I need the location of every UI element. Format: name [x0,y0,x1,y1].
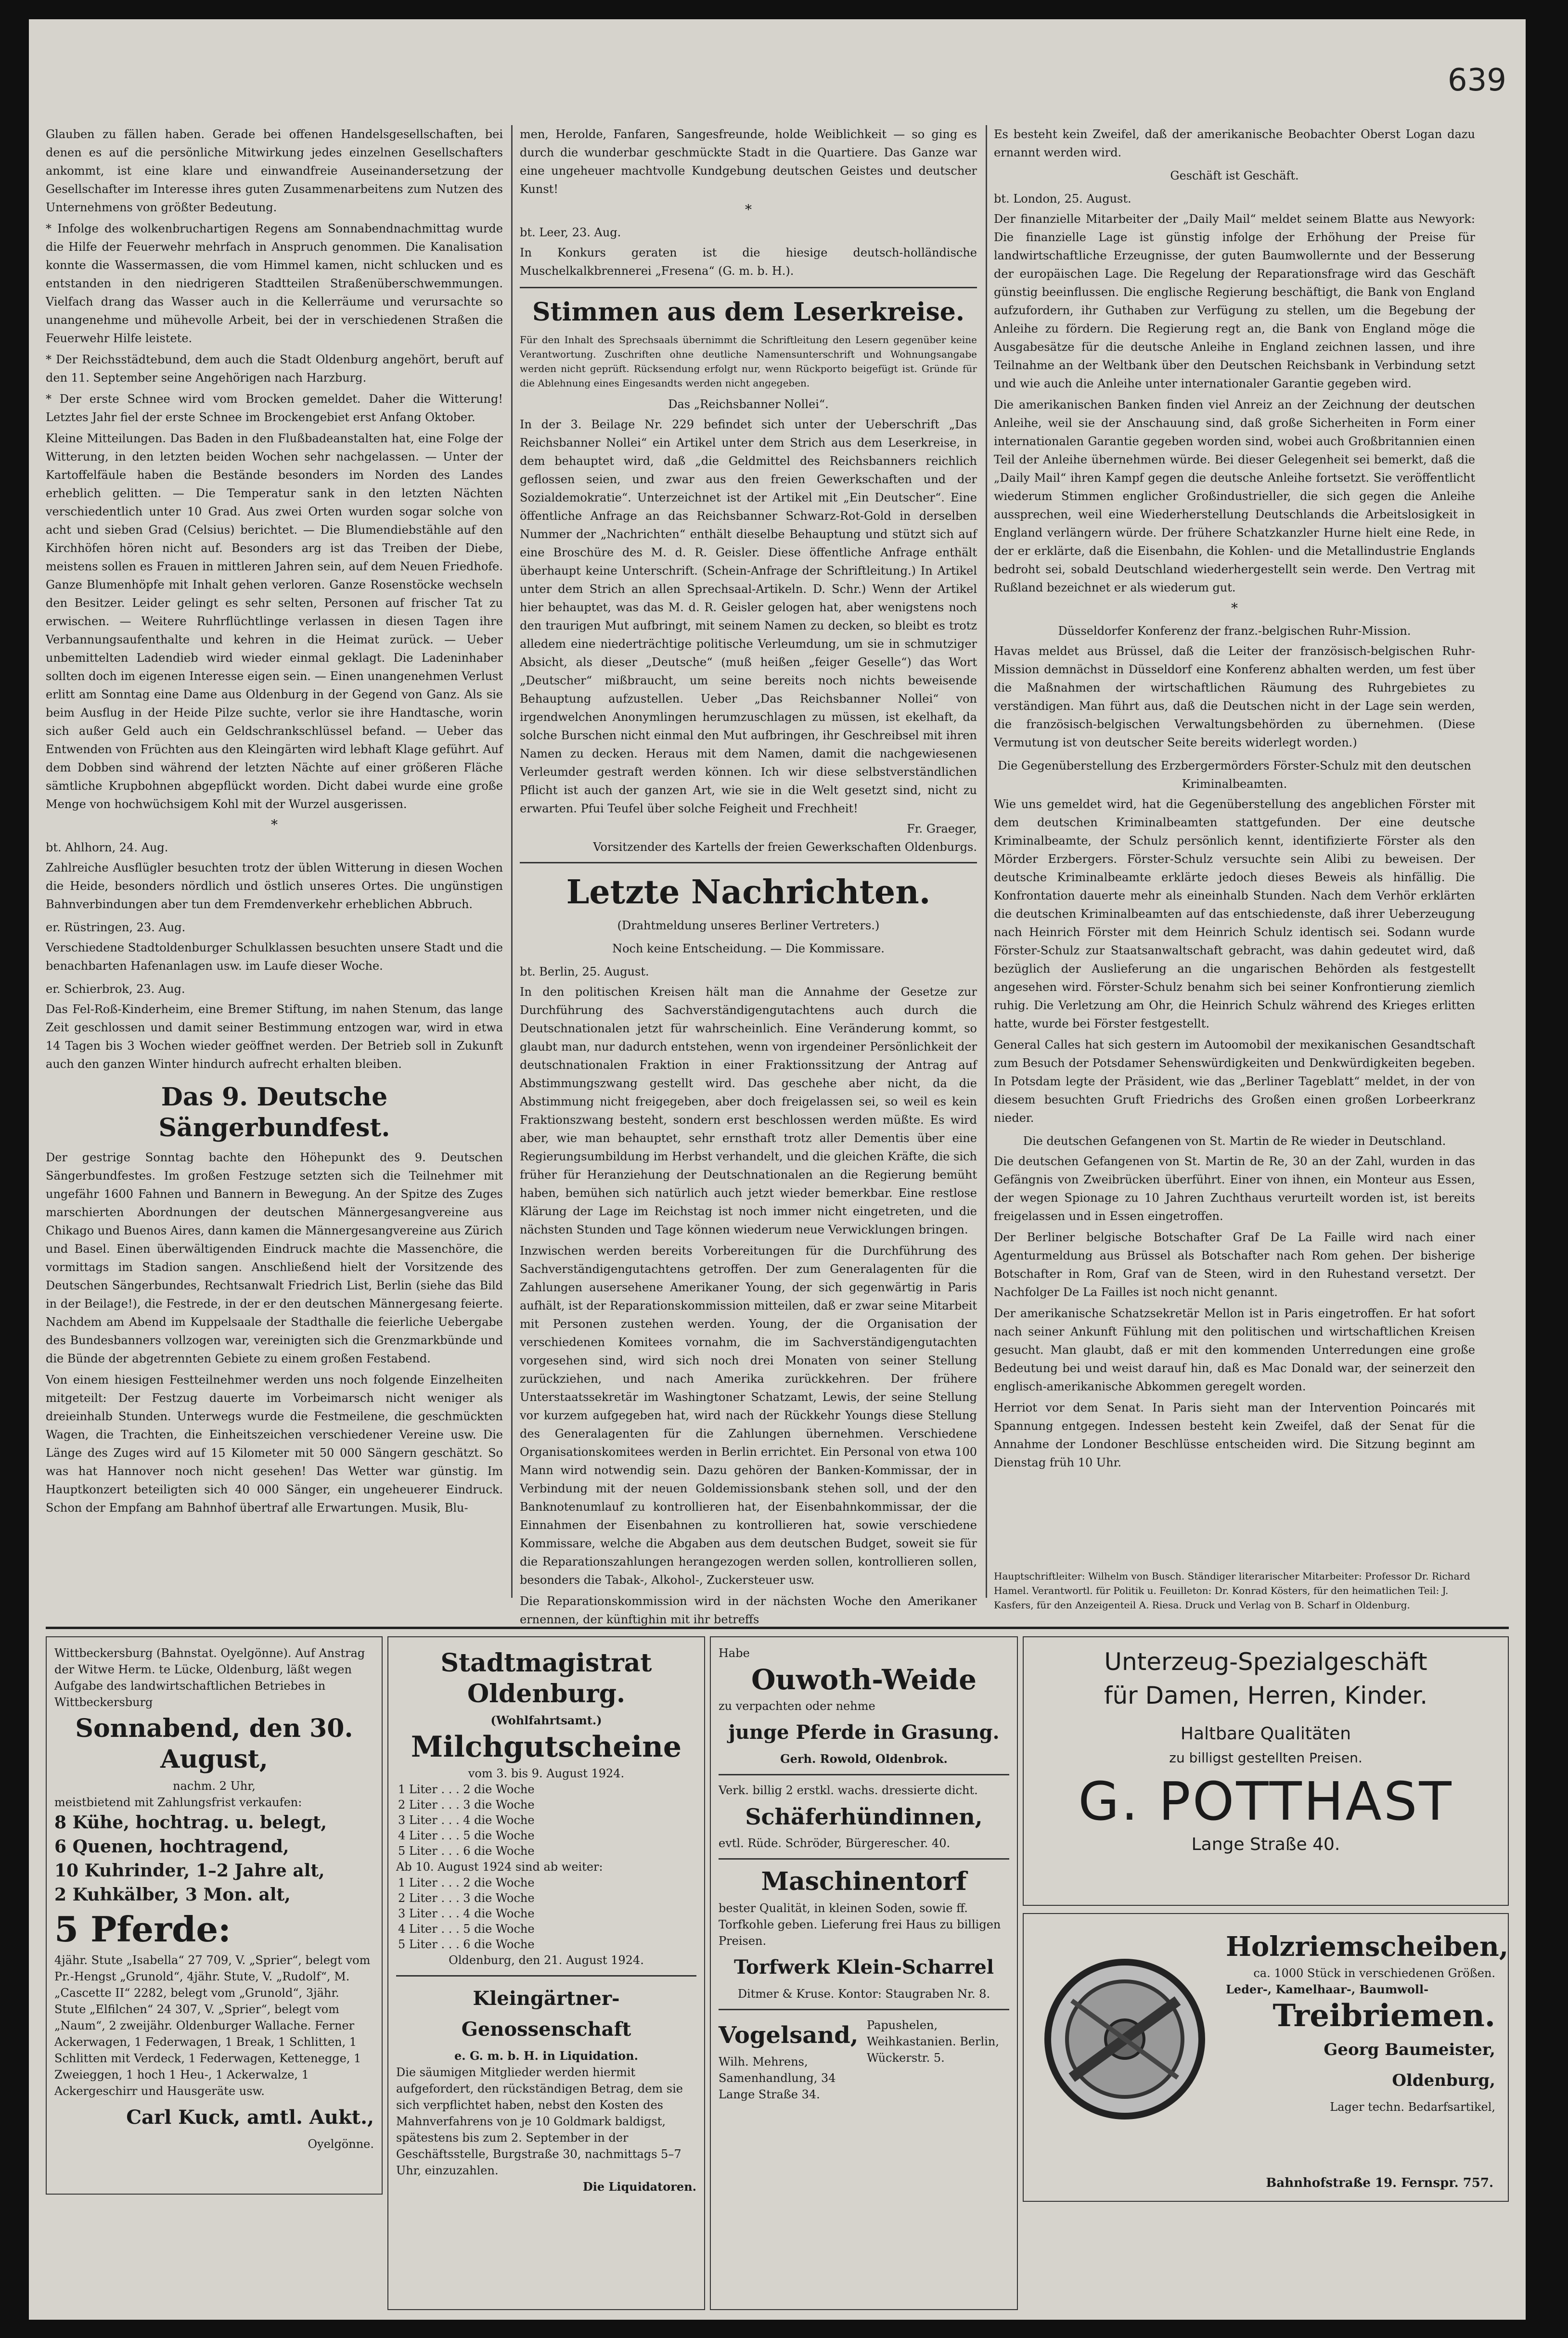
list-item: 10 Kuhrinder, 1–2 Jahre alt, [54,1861,325,1881]
article-paragraph: Havas meldet aus Brüssel, daß die Leiter der französisch-belgischen Ruhr-Mission demnächst in Düsseldorf eine Konferenz abhalten werden, um fest über die Maßnahmen der wirtschaftlichen Räumung des Ruhrgebietes zu verständigen. Man führt aus, daß die Deutschen nicht in der Lage sein werden, die französisch-belgischen Verwaltungsbehörden zu übernehmen. (Diese Vermutung ist von deutscher Seite bereits widerlegt worden.) [994,644,1475,749]
subheadline: Die deutschen Gefangenen von St. Martin de Re wieder in Deutschland. [1023,1134,1446,1148]
divider [719,1774,1009,1775]
ad-title: Ouwoth-Weide [751,1663,977,1696]
ad-title: Schäferhündinnen, [745,1804,983,1830]
ad-potthast [1023,1636,1509,1906]
article-paragraph: Der gestrige Sonntag bachte den Höhepunkt des 9. Deutschen Sängerbundfestes. Im großen Festzuge setzten sich die Teilnehmer mit ungefähr 1600 Fahnen und Bannern in Bewegung. An der Spitze des Zuges marschierten Abordnungen der deutschen Männergesangvereine aus Chikago und Buenos Aires, dann kamen die Männergesangvereine aus Zürich und Basel. Einen überwältigenden Eindruck machte die Massenchöre, die vormittags im Stadion sangen. Anschließend hielt der Vorsitzende des Deutschen Sängerbundes, Rechtsanwalt Friedrich List, Berlin (siehe das Bild in der Beilage!), die Festrede, in der er den deutschen Männergesang feierte. Nachdem am Abend im Kuppelsaale der Stadthalle die feierliche Uebergabe des Bundesbanners vollzogen war, vereinigten sich die Grenzmarkbünde und die Bünde der abgetrennten Gebiete zu einem großen Festabend. [46,1151,503,1365]
ad-text: Wilh. Mehrens, Samenhandlung, 34 Lange Straße 34. [719,2055,836,2101]
table-row: 1 Liter . . . 2 die Woche [398,1876,535,1889]
ad-title: Maschinentorf [761,1867,967,1896]
ad-address: Lange Straße 40. [1191,1835,1340,1854]
divider [520,287,977,288]
ad-text: zu billigst gestellten Preisen. [1169,1750,1362,1766]
article-paragraph: In den politischen Kreisen hält man die Annahme der Gesetze zur Durchführung des Sachverständigengutachtens auch durch die Deutschnationalen jetzt für wahrscheinlich. Eine Veränderung kommt, so glaubt man, nur dadurch entstehen, wenn von irgendeiner Persönlichkeit der deutschnationalen Fraktion in einer Fraktionssitzung der Antrag auf Abstimmungszwang gestellt wird. Das geschehe aber nicht, da die Abstimmung nicht freigegeben, aber doch freigelassen sei, so weil es kein Fraktionszwang besteht, sondern erst beschlossen werden müßte. Es wird aber, wie man behauptet, sehr ernsthaft trotz aller Dementis über eine Regierungsumbildung im Herbst verhandelt, und die gleichen Kräfte, die sich früher für Heranziehung der Deutschnationalen an die Regierung bemüht haben, bemühen sich natürlich auch jetzt wieder bemerkbar. Eine restlose Klärung der Lage im Reichstag ist noch immer nicht eingetreten, und die nächsten Stunden und Tage können wiederum neue Verwicklungen bringen. [520,985,977,1236]
article-paragraph: Der amerikanische Schatzsekretär Mellon ist in Paris eingetroffen. Er hat sofort nach seiner Ankunft Fühlung mit den politischen und wirtschaftlichen Kreisen gesucht. Man glaubt, daß er mit den kommenden Unterredungen eine große Bedeutung bei und weist darauf hin, daß es Mac Donald war, der seinerzeit den englisch-amerikanische Abkommen geregelt worden. [994,1307,1475,1393]
separator-asterisk: * [271,817,278,833]
page-number: 639 [1447,63,1506,98]
article-paragraph: Herriot vor dem Senat. In Paris sieht man der Intervention Poincarés mit Spannung entgegen. Indessen besteht kein Zweifel, daß der Senat für die Annahme der Londoner Beschlüsse entscheiden wird. Die Sitzung beginnt am Dienstag früh 10 Uhr. [994,1401,1475,1469]
ad-text: (Wohlfahrtsamt.) [490,1713,602,1727]
article-paragraph: men, Herolde, Fanfaren, Sangesfreunde, holde Weiblichkeit — so ging es durch die wunderbar geschmückte Stadt in die Quartiere. Das Ganze war eine ungeheuer machtvolle Kundgebung deutschen Geistes und deutscher Kunst! [520,128,977,196]
milk-table [396,1875,696,1952]
ad-text: Die säumigen Mitglieder werden hiermit aufgefordert, den rückständigen Betrag, dem sie sich verpflichtet haben, nebst den Kosten des Mahnverfahrens von je 10 Goldmark baldigst, spätestens bis zum 2. September in der Geschäftsstelle, Burgstraße 30, nachmittags 5–7 Uhr, einzuzahlen. [396,2066,683,2177]
ad-text: vom 3. bis 9. August 1924. [468,1767,625,1780]
ad-title: Treibriemen. [1272,1998,1495,2034]
ad-text: Verk. billig 2 erstkl. wachs. dressierte dicht. [719,1784,978,1797]
separator-asterisk: * [1231,600,1238,616]
article-paragraph: Verschiedene Stadtoldenburger Schulklassen besuchten unsere Stadt und die benachbarten Hafenanlagen usw. im Laufe dieser Woche. [46,941,503,973]
article-paragraph: General Calles hat sich gestern im Autoomobil der mexikanischen Gesandtschaft zum Besuch der Potsdamer Sehenswürdigkeiten und Denkwürdigkeiten begeben. In Potsdam legte der Präsident, wie das „Berliner Tageblatt“ meldet, in der von diesem besuchten Gruft Friedrichs des Großen einen großen Lorbeerkranz nieder. [994,1038,1475,1125]
article-paragraph: Das Fel-Roß-Kinderheim, eine Bremer Stiftung, im nahen Stenum, das lange Zeit geschlossen und damit seiner Bestimmung entzogen war, wird in etwa 14 Tagen bis 3 Wochen wieder geöffnet werden. Der Betrieb soll in Zukunft auch den ganzen Winter hindurch aufrecht erhalten bleiben. [46,1002,503,1071]
table-row: 3 Liter . . . 4 die Woche [398,1813,535,1827]
ad-text: Haltbare Qualitäten [1180,1724,1351,1744]
ad-text: evtl. Rüde. Schröder, Bürgerescher. 40. [719,1837,951,1850]
subheadline: Die Gegenüberstellung des Erzbergermörders Förster-Schulz mit den deutschen Kriminalbeamten. [998,759,1471,791]
article-paragraph: * Der erste Schnee wird vom Brocken gemeldet. Daher die Witterung! Letztes Jahr fiel der erste Schnee im Brockengebiet erst Anfang Oktober. [46,392,503,424]
article-paragraph: Kleine Mitteilungen. Das Baden in den Flußbadeanstalten hat, eine Folge der Witterung, in den letzten beiden Wochen sehr nachgelassen. — Unter der Kartoffelfäule haben die Bestände besonders im Norden des Landes erheblich gelitten. — Die Temperatur sank in den letzten Nächten verschiedentlich unter 10 Grad. Aus zwei Orten wurden sogar solche von acht und sieben Grad (Celsius) berichtet. — Die Blumendiebstähle auf den Kirchhöfen hören nicht auf. Besonders arg ist das Treiben der Diebe, meistens sollen es Frauen in mittleren Jahren sein, auf dem Neuen Friedhofe. Ganze Blumenhöpfe mit Inhalt gehen verloren. Ganze Rosenstöcke wechseln den Besitzer. Leider gelingt es sehr selten, Personen auf frischer Tat zu erwischen. — Weitere Ruhrflüchtlinge verlassen in diesen Tagen ihre Verbannungsaufenthalte und kehren in die Heimat zurück. — Ueber unbemittelten Ladendieb wird wieder einmal geklagt. Die Ladeninhaber sollten doch im eigenen Interesse eigen sein. — Einen unangenehmen Verlust erlitt am Sonntag eine Dame aus Oldenburg in der Gegend von Ganz. Als sie beim Ausflug in der Heide Pilze suchte, verlor sie ihre Handtasche, worin sich außer Geld auch ein Geldschrankschlüssel befand. — Ueber das Entwenden von Früchten aus den Kleingärten wird lebhaft Klage geführt. Auf dem Dobben sind während der letzten Nächte auf einer größeren Fläche sämtliche Krupbohnen abgepflückt worden. Dicht dabei wurde eine große Menge von hochwüchsigem Kohl mit der Wurzel ausgerissen. [46,432,503,811]
ad-item-list [54,1811,374,1907]
ad-text: meistbietend mit Zahlungsfrist verkaufen: [54,1796,302,1809]
ad-signature: Carl Kuck, amtl. Aukt., [126,2106,374,2129]
ad-auction [46,1636,383,2195]
ad-text: bester Qualität, in kleinen Soden, sowie ff. Torfkohle geben. Lieferung frei Haus zu billigen Preisen. [719,1901,1001,1948]
table-row: 2 Liter . . . 3 die Woche [398,1891,535,1905]
ad-firm: Georg Baumeister, Oldenburg, [1324,2040,1495,2090]
table-row: 5 Liter . . . 6 die Woche [398,1844,535,1858]
ad-address: Bahnhofstraße 19. Fernspr. 757. [1266,2176,1493,2190]
ad-text: Ab 10. August 1924 sind ab weiter: [396,1860,603,1874]
ad-signature: Die Liquidatoren. [582,2180,696,2194]
ad-title: Kleingärtner-Genossenschaft [461,1987,631,2041]
subheadline: Düsseldorfer Konferenz der franz.-belgischen Ruhr-Mission. [1058,624,1411,638]
ad-text: zu verpachten oder nehme [719,1699,875,1713]
article-paragraph: Die amerikanischen Banken finden viel Anreiz an der Zeichnung der deutschen Anleihe, weil sie der Anschauung sind, daß große Sicherheiten in Form einer internationalen Garantie gegeben worden sind, wobei auch Großbritannien einen Teil der Anleihe übernehmen würde. Bei dieser Gelegenheit sei bemerkt, daß die „Daily Mail“ ihren Kampf gegen die deutsche Anleihe fortsetzt. Sie veröffentlicht wiederum Stimmen englicher Großindustrieller, die sich gegen die Anleihe aussprechen, weil eine Wiederherstellung Deutschlands die Arbeitslosigkeit in England verlängern würde. Der frühere Schatzkanzler Hurne hielt eine Rede, in der er erklärte, daß die Eisenbahn, die Kohlen- und die Metallindustrie Englands bedroht sei, sobald Deutschland wiederhergestellt sein werde. Den Vertrag mit Rußland bezeichnet er als wiederum gut. [994,398,1475,594]
list-item: 6 Quenen, hochtragend, [54,1837,289,1857]
article-paragraph: In der 3. Beilage Nr. 229 befindet sich unter der Ueberschrift „Das Reichsbanner Nollei“ ein Artikel unter dem Strich aus dem Leserkreise, in dem behauptet wird, daß „die Geldmittel des Reichsbanners reichlich geflossen seien, und zwar aus den freien Gewerkschaften und der Sozialdemokratie“. Unterzeichnet ist der Artikel mit „Ein Deutscher“. Eine öffentliche Anfrage an das Reichsbanner Schwarz-Rot-Gold in derselben Nummer der „Nachrichten“ enthält dieselbe Behauptung und stützt sich auf eine Broschüre des M. d. R. Geisler. Diese öffentliche Anfrage enthält überhaupt keine Unterschrift. (Schein-Anfrage der Schriftleitung.) In Artikel unter dem Strich an allen Sprechsaal-Artikeln. D. Schr.) Wenn der Artikel hier behauptet, was das M. d. R. Geisler gelogen hat, aber wenigstens noch den traurigen Mut aufbringt, mit seinem Namen zu decken, so bleibt es trotz alledem eine niederträchtige politische Verleumdung, um sie in schmutziger Absicht, als dieser „Deutsche“ (muß heißen „feiger Geselle“) das Wort „Deutscher“ mißbraucht, um seine bereits noch nichts beweisende Behauptung aufzustellen. Ueber „Das Reichsbanner Nollei“ von irgendwelchen Anonymlingen herumzuschlagen zu müssen, ist ekelhaft, da solche Burschen nicht einmal den Mut aufbringen, ihr Geschreibsel mit ihren Namen zu decken. Heraus mit dem Namen, damit die nachgewiesenen Verleumder gestraft werden können. Ich wir diese selbstverständlichen Pflicht ist auch der ganzen Art, wie sie in die Welt gesetzt sind, nicht zu erwarten. Pfui Teufel über solche Feigheit und Frechheit! [520,418,977,815]
table-row: 4 Liter . . . 5 die Woche [398,1829,535,1842]
article-paragraph: Die deutschen Gefangenen von St. Martin de Re, 30 an der Zahl, wurden in das Gefängnis von Zweibrücken überführt. Einer von ihnen, ein Monteur aus Essen, der wegen Spionage zu 10 Jahren Zuchthaus verurteilt worden ist, ist bereits freigelassen und in Essen eingetroffen. [994,1155,1475,1223]
subheadline: Geschäft ist Geschäft. [1170,169,1299,182]
pulley-wheel-icon [1043,1957,1207,2121]
table-row: 5 Liter . . . 6 die Woche [398,1938,535,1951]
list-item: 8 Kühe, hochtrag. u. belegt, [54,1812,327,1833]
ad-text: Ditmer & Kruse. Kontor: Staugraben Nr. 8. [737,1987,990,2001]
ad-title: junge Pferde in Grasung. [728,1721,1000,1744]
column-1 [46,125,503,1598]
signature-name: Fr. Graeger, [907,822,977,835]
ad-text: Lager techn. Bedarfsartikel, [1330,2100,1495,2114]
column-3 [994,125,1475,1598]
ad-text: Wittbeckersburg (Bahnstat. Oyelgönne). Auf Anstrag der Witwe Herm. te Lücke, Oldenburg, läßt wegen Aufgabe des landwirtschaftlichen Betriebes in Wittbeckersburg [54,1646,365,1709]
ad-text: Oldenburg, den 21. August 1924. [449,1953,644,1967]
dateline: bt. Berlin, 25. August. [520,965,649,978]
table-row: 2 Liter . . . 3 die Woche [398,1798,535,1811]
ad-text-block [1226,1928,1509,2115]
ad-text: ca. 1000 Stück in verschiedenen Größen. [1253,1966,1495,1980]
separator-asterisk: * [745,202,752,218]
newspaper-page [29,19,1526,2320]
signature-title: Vorsitzender des Kartells der freien Gewerkschaften Oldenburgs. [593,840,977,854]
article-paragraph: Der Berliner belgische Botschafter Graf De La Faille wird nach einer Agenturmeldung aus Brüssel als Botschafter nach Rom gehen. Der bisherige Botschafter in Rom, Graf van de Steen, wird in den Ruhestand versetzt. Der Nachfolger De La Failles ist noch nicht genannt. [994,1231,1475,1299]
subheadline: Das „Reichsbanner Nollei“. [668,398,829,411]
milk-table [396,1782,696,1859]
editorial-note: Für den Inhalt des Sprechsaals übernimmt die Schriftleitung den Lesern gegenüber keine Verantwortung. Zuschriften ohne deutliche Namensunterschrift und Wohnungsangabe werden nicht geprüft. Rücksendung erfolgt nur, wenn Rückporto beigefügt ist. Gründe für die Ablehnung eines Eingesandts werden nicht angegeben. [520,334,977,389]
ad-vogelsand [719,2017,1009,2103]
headline-leserkreise: Stimmen aus dem Leserkreise. [532,297,964,327]
headline-letzte-nachrichten: Letzte Nachrichten. [566,873,931,912]
article-paragraph: * Der Reichsstädtebund, dem auch die Stadt Oldenburg angehört, beruft auf den 11. September seine Angehörigen nach Harzburg. [46,353,503,385]
dateline: bt. Ahlhorn, 24. Aug. [46,841,168,854]
divider [719,2009,1009,2010]
divider [719,1858,1009,1860]
column-rule [986,125,987,1598]
article-paragraph: Von einem hiesigen Festteilnehmer werden uns noch folgende Einzelheiten mitgeteilt: Der Festzug dauerte im Vorbeimarsch nicht weniger als dreieinhalb Stunden. Unterwegs wurde die Festmeilene, die geschmückten Wagen, die Trachten, die Einheitszeichen verschiedener Vereine usw. Die Länge des Zuges wird auf 15 Kilometer mit 50 000 Sängern geschätzt. So was hat Hannover noch nicht gesehen! Das Wetter war günstig. Im Hauptkonzert beteiligten sich 40 000 Sänger, ein ungeheuerer Eindruck. Schon der Empfang am Bahnhof übertraf alle Erwartungen. Musik, Blu- [46,1373,503,1515]
article-paragraph: Wie uns gemeldet wird, hat die Gegenüberstellung des angeblichen Förster mit dem deutschen Kriminalbeamten stattgefunden. Der eine deutsche Kriminalbeamte, der Schulz persönlich kennt, identifizierte Förster als den Mörder Erzbergers. Förster-Schulz versuchte sein Alibi zu beweisen. Der deutsche Kriminalbeamte erklärte jedoch dieses Beweis als hinfällig. Die Konfrontation dauerte mehr als eineinhalb Stunden. Nach dem Verhör erklärten die deutschen Kriminalbeamten auf das entschiedenste, daß ihrer Ueberzeugung nach Heinrich Förster mit dem Heinrich Schulz identisch sei. Sodann wurde Förster-Schulz zur Staatsanwaltschaft gebracht, was dahin gedeutet wird, daß bezüglich der Auslieferung an die ungarischen Behörden als festgestellt angesehen wird. Förster-Schulz benahm sich bei seiner Konfrontierung ziemlich ruhig. Die Verletzung am Ohr, die Heinrich Schulz während des Krieges erlitten hatte, wurde bei Förster festgestellt. [994,797,1475,1030]
ad-milchgutscheine [387,1636,705,2310]
ad-weide [710,1636,1018,2310]
ad-title: Sonnabend, den 30. August, [75,1714,353,1774]
ad-title: Vogelsand, [719,2022,859,2049]
article-paragraph: * Infolge des wolkenbruchartigen Regens am Sonnabendnachmittag wurde die Hilfe der Feuerwehr mehrfach in Anspruch genommen. Die Kanalisation konnte die Wassermassen, die vom Himmel kamen, nicht schlucken und es entstanden in den niedrigeren Stadtteilen Straßenüberschwemmungen. Vielfach drang das Wasser auch in die Kellerräume und verursachte so unangenehme und mühevolle Arbeit, bei der in verschiedenen Straßen die Feuerwehr Hilfe leistete. [46,222,503,345]
article-paragraph: In Konkurs geraten ist die hiesige deutsch-holländische Muschelkalkbrennerei „Fresena“ (G. m. b. H.). [520,246,977,278]
article-paragraph: Der finanzielle Mitarbeiter der „Daily Mail“ meldet seinem Blatte aus Newyork: Die finanzielle Lage ist günstig infolge der Erhöhung der Preise für landwirtschaftliche Erzeugnisse, der guten Baumwollernte und der Besserung der europäischen Lage. Die Regelung der Reparationsfrage wird das Geschäft günstig beeinflussen. Die englische Regierung beschäftigt, die Bank von England aufzufordern, ihr Guthaben zur Verfügung zu stellen, um die Begebung der Anleihe zu fördern. Die Regierung regt an, die Bank von England möge die Ausgabesätze für die deutsche Anleihe in England zeichnen lassen, und ihre Teilnahme an der Weltbank über den Deutschen Reichsbank in Verbindung setzt und wie auch die Anleihe unter internationaler Garantie gegeben wird. [994,212,1475,390]
headline-saengerbundfest: Das 9. Deutsche Sängerbundfest. [158,1082,390,1143]
ad-text: e. G. m. b. H. in Liquidation. [454,2049,638,2063]
ad-title: Stadtmagistrat Oldenburg. [440,1648,652,1709]
ad-text: 4jähr. Stute „Isabella“ 27 709, V. „Sprier“, belegt vom Pr.-Hengst „Grunold“, 4jähr. Stute, V. „Rudolf“, M. „Cascette II“ 2282, belegt vom „Grunold“, 3jähr. Stute „Elfilchen“ 24 307, V. „Sprier“, belegt vom „Naum“, 2 zweijähr. Oldenburger Wallache. Ferner Ackerwagen, 1 Federwagen, 1 Break, 1 Schlitten, 1 Schlitten mit Verdeck, 1 Federwagen, Kettenegge, 1 Zweieggen, 1 hoch 1 Heu-, 1 Ackerwalze, 1 Ackergeschirr und Hausgeräte usw. [54,1953,371,2098]
ad-brand-name: G. POTTHAST [1078,1771,1453,1832]
article-paragraph: Es besteht kein Zweifel, daß der amerikanische Beobachter Oberst Logan dazu ernannt werden wird. [994,128,1475,159]
column-2 [520,125,977,1626]
dateline: er. Rüstringen, 23. Aug. [46,921,186,934]
ads-rule [46,1627,1509,1629]
dateline: bt. London, 25. August. [994,192,1131,206]
imprint: Hauptschriftleiter: Wilhelm von Busch. Ständiger literarischer Mitarbeiter: Professor Dr. Richard Hamel. Verantwortl. für Politik u. Feuilleton: Dr. Konrad Kösters, für den heimatlichen Teil: J. Kasfers, für den Anzeigenteil A. Riesa. Druck und Verlag von B. Scharf in Oldenburg. [994,1570,1470,1611]
ad-text: Habe [719,1646,750,1660]
dateline: bt. Leer, 23. Aug. [520,226,621,239]
ad-title: Unterzeug-Spezialgeschäft [1104,1648,1427,1676]
ad-title: Holzriemscheiben, [1226,1931,1509,1963]
ad-text: Gerh. Rowold, Oldenbrok. [780,1752,948,1766]
article-paragraph: Die Reparationskommission wird in der nächsten Woche den Amerikaner ernennen, der künftighin mit ihr betreffs [520,1594,977,1626]
ad-subtitle: für Damen, Herren, Kinder. [1104,1682,1428,1709]
column-rule [511,125,513,1598]
article-paragraph: Inzwischen werden bereits Vorbereitungen für die Durchführung des Sachverständigengutachtens getroffen. Der zum Generalagenten für die Zahlungen ausersehene Amerikaner Young, der sich gegenwärtig in Paris aufhält, ist der Reparationskommission mitteilen, daß er zwar seine Mitarbeit mit Personen zustehen werden. Young, der die Organisation der verschiedenen Komitees vornahm, die im Sachverständigengutachten vorgesehen sind, wird sich noch drei Monaten von seiner Stellung zurückziehen, und nach Amerika zurückkehren. Der frühere Unterstaatssekretär im Washingtoner Schatzamt, Lewis, der seine Stellung vor kurzem aufgegeben hat, wird nach der Rückkehr Youngs diese Stellung des Generalagenten für die Zahlungen übernehmen. Verschiedene Organisationskomitees werden in Berlin errichtet. Ein Personal von etwa 100 Mann wird notwendig sein. Dazu gehören der Banken-Kommissar, der in Verbindung mit der neuen Goldemissionsbank stehen soll, und der den Banknotenumlauf zu kontrollieren hat, der Eisenbahnkommissar, der die Einnahmen der Eisenbahnen zu kontrollieren hat, sowie verschiedene Kommissare, welche die Abgaben aus dem deutschen Budget, soweit sie für die Reparationszahlungen herangezogen werden sollen, kontrollieren sollen, besonders die Tabak-, Alkohol-, Zuckersteuer usw. [520,1244,977,1587]
table-row: 3 Liter . . . 4 die Woche [398,1907,535,1920]
ad-text: nachm. 2 Uhr, [173,1779,256,1793]
subheadline: Noch keine Entscheidung. — Die Kommissare. [612,942,885,955]
dateline: er. Schierbrok, 23. Aug. [46,982,185,996]
ad-title: Torfwerk Klein-Scharrel [733,1956,994,1978]
ad-text: Papushelen, Weihkastanien. Berlin, Wückerstr. 5. [867,2018,999,2065]
article-paragraph: Glauben zu fällen haben. Gerade bei offenen Handelsgesellschaften, bei denen es auf die persönliche Mitwirkung jedes einzelnen Gesellschafters ankommt, ist eine klare und einwandfreie Auseinandersetzung der Gesellschafter im Interesse ihres guten Zusammenarbeitens zum Nutzen des Unternehmens von größter Bedeutung. [46,128,503,214]
ad-text: Leder-, Kamelhaar-, Baumwoll- [1226,1982,1429,1996]
table-row: 4 Liter . . . 5 die Woche [398,1922,535,1936]
ad-title: 5 Pferde: [54,1909,231,1950]
divider [520,862,977,863]
subheadline: (Drahtmeldung unseres Berliner Vertreters.) [617,919,880,932]
ad-text: Oyelgönne. [308,2137,374,2151]
divider [396,1975,696,1977]
ad-riemscheiben [1023,1913,1509,2202]
article-paragraph: Zahlreiche Ausflügler besuchten trotz der üblen Witterung in diesen Wochen die Heide, besonders nördlich und östlich unseres Ortes. Die ungünstigen Bahnverbindungen aber tun dem Fremdenverkehr erheblichen Abbruch. [46,861,503,911]
table-row: 1 Liter . . . 2 die Woche [398,1783,535,1796]
list-item: 2 Kuhkälber, 3 Mon. alt, [54,1885,291,1905]
ad-title: Milchgutscheine [411,1730,682,1764]
